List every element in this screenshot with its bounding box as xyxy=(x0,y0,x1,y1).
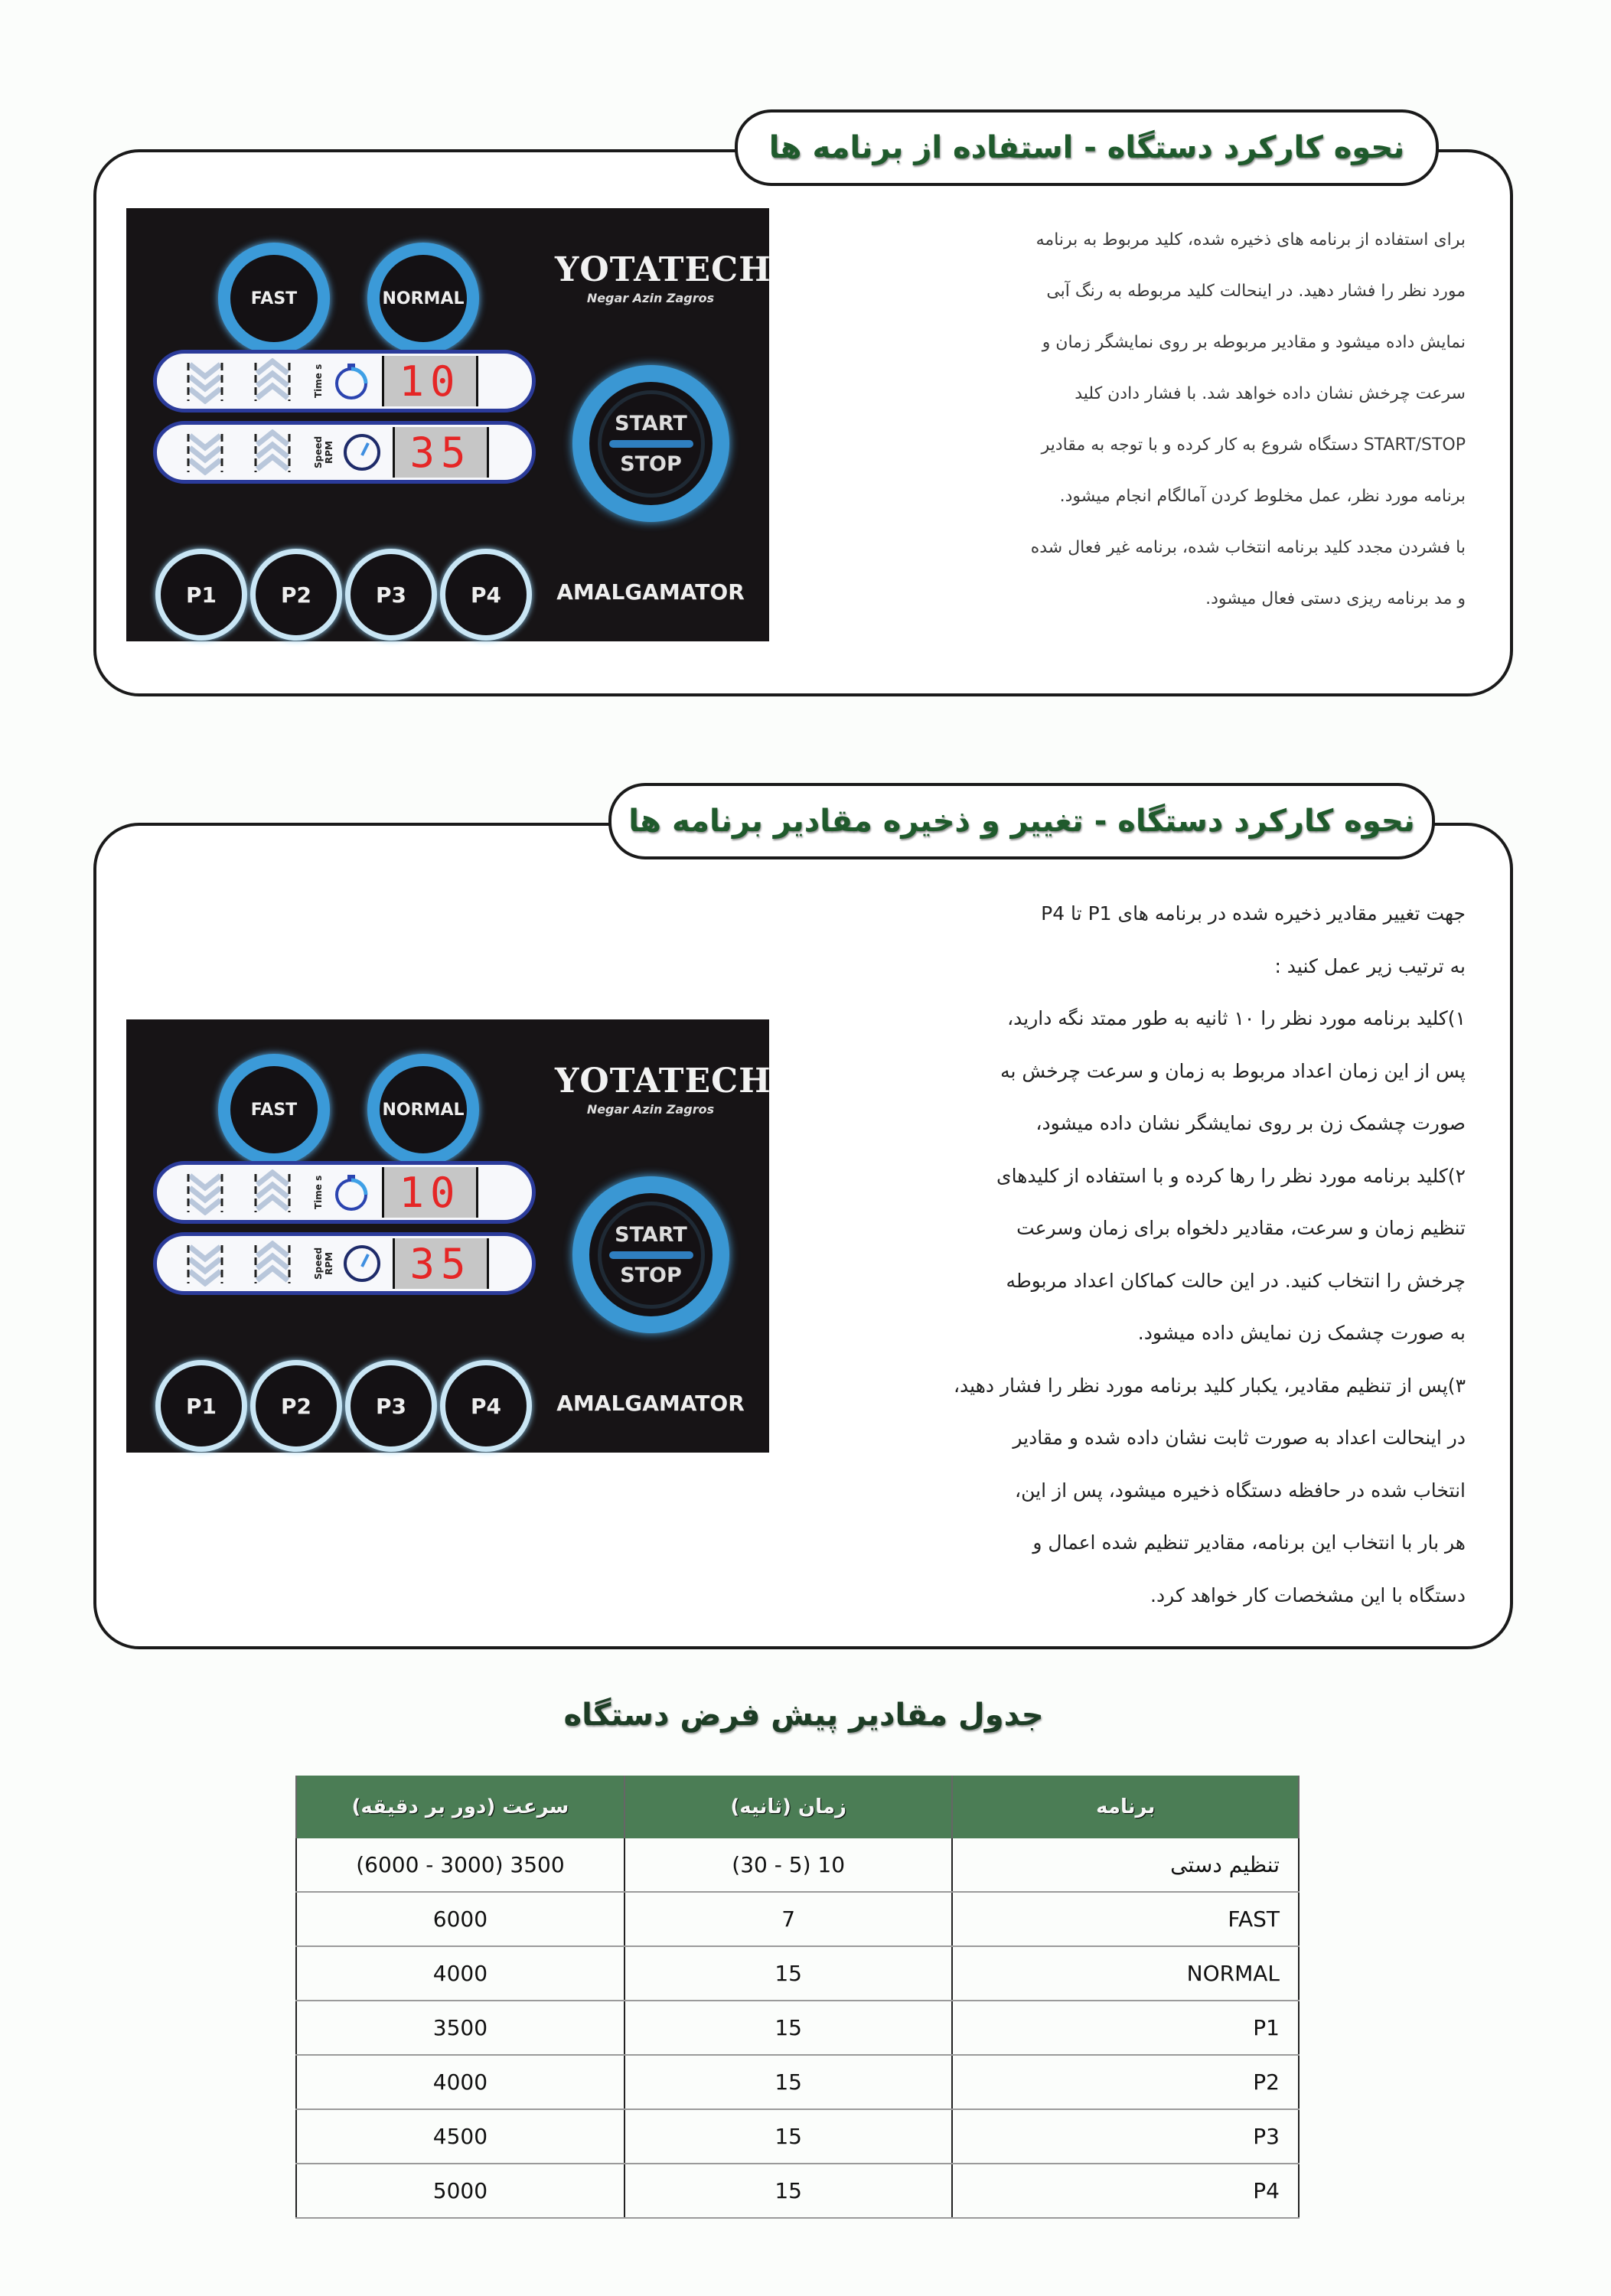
paragraph-line: نمایش داده میشود و مقادیر مربوطه بر روی نمایشگر زمان و xyxy=(1042,333,1466,352)
start-label: START xyxy=(615,1222,687,1247)
program-button-p1[interactable]: P1 xyxy=(155,549,247,641)
program-button-p3[interactable]: P3 xyxy=(345,549,437,641)
section-title-using-programs: نحوه کارکرد دستگاه - استفاده از برنامه ها xyxy=(735,109,1439,186)
paragraph-line: در اینحالت اعداد به صورت ثابت نشان داده شده و مقادیر xyxy=(1013,1427,1466,1449)
program-button-p2[interactable]: P2 xyxy=(250,1360,342,1452)
paragraph-line: به صورت چشمک زن نمایش داده میشود. xyxy=(1137,1322,1466,1344)
header-program: برنامه xyxy=(952,1776,1299,1838)
chevron-down-icon[interactable] xyxy=(186,1169,224,1215)
paragraph-line: صورت چشمک زن بر روی نمایشگر نشان داده میشود، xyxy=(1035,1112,1466,1134)
cell-program: P2 xyxy=(952,2055,1299,2109)
cell-speed: 5000 xyxy=(296,2164,625,2218)
paragraph-line: با فشردن مجدد کلید برنامه انتخاب شده، برنامه غیر فعال شده xyxy=(1030,538,1466,557)
cell-program: P1 xyxy=(952,2001,1299,2055)
fast-button[interactable]: FAST xyxy=(218,243,330,354)
brand-subtitle: Negar Azin Zagros xyxy=(586,1102,715,1117)
stop-label: STOP xyxy=(620,452,682,476)
table-header-row xyxy=(296,1776,1299,1838)
table-title: جدول مقادیر پیش فرض دستگاه xyxy=(563,1698,1044,1733)
paragraph-line: مورد نظر را فشار دهید. در اینحالت کلید مربوطه به رنگ آبی xyxy=(1046,282,1466,301)
brand-logo xyxy=(555,1062,771,1117)
cell-time: 10 (5 - 30) xyxy=(625,1838,953,1892)
paragraph-line: سرعت چرخش نشان داده خواهد شد. با فشار دادن کلید xyxy=(1075,384,1466,403)
header-speed: سرعت (دور بر دقیقه) xyxy=(296,1776,625,1838)
normal-button[interactable]: NORMAL xyxy=(367,1054,479,1166)
cell-program: P3 xyxy=(952,2109,1299,2164)
program-button-p3[interactable]: P3 xyxy=(345,1360,437,1452)
cell-speed: 4500 xyxy=(296,2109,625,2164)
paragraph-line: دستگاه با این مشخصات کار خواهد کرد. xyxy=(1150,1583,1466,1606)
stopwatch-icon xyxy=(331,1172,371,1212)
start-stop-divider xyxy=(609,1251,693,1259)
speedometer-icon xyxy=(342,432,382,472)
cell-program: FAST xyxy=(952,1892,1299,1946)
time-label: Time s xyxy=(313,1175,324,1210)
program-button-p1[interactable]: P1 xyxy=(155,1360,247,1452)
paragraph-line: ۱)کلید برنامه مورد نظر را ۱۰ ثانیه به طور ممتد نگه دارید، xyxy=(1007,1007,1466,1029)
time-control-strip xyxy=(153,350,536,413)
time-label: Time s xyxy=(313,364,324,399)
paragraph-line: ۲)کلید برنامه مورد نظر را رها کرده و با استفاده از کلیدهای xyxy=(996,1164,1466,1187)
start-stop-button[interactable] xyxy=(572,1176,729,1333)
table-row xyxy=(296,1946,1299,2001)
start-stop-divider xyxy=(609,440,693,448)
table-row xyxy=(296,1892,1299,1946)
table-row xyxy=(296,2109,1299,2164)
speed-label: Speed RPM xyxy=(313,1247,334,1280)
time-control-strip xyxy=(153,1161,536,1224)
cell-speed: 4000 xyxy=(296,2055,625,2109)
paragraph-line: پس از این زمان اعداد مربوط به زمان و سرعت چرخش به xyxy=(1000,1059,1466,1082)
cell-program: NORMAL xyxy=(952,1946,1299,2001)
cell-speed: 3500 (3000 - 6000) xyxy=(296,1838,625,1892)
paragraph-line: به ترتیب زیر عمل کنید : xyxy=(1274,954,1466,977)
paragraph-line: و مد برنامه ریزی دستی فعال میشود. xyxy=(1205,589,1466,608)
speed-control-strip xyxy=(153,1232,536,1295)
paragraph-line: برای استفاده از برنامه های ذخیره شده، کلید مربوط به برنامه xyxy=(1035,230,1466,249)
paragraph-line: ۳)پس از تنظیم مقادیر، یکبار کلید برنامه مورد نظر را فشار دهید، xyxy=(953,1374,1466,1397)
speed-control-strip xyxy=(153,421,536,484)
cell-time: 15 xyxy=(625,2109,953,2164)
time-display: 10 xyxy=(382,1167,478,1218)
start-label: START xyxy=(615,411,687,435)
control-panel-image xyxy=(126,208,769,641)
chevron-up-icon[interactable] xyxy=(253,429,292,475)
paragraph-line: انتخاب شده در حافظه دستگاه ذخیره میشود، پس از این، xyxy=(1015,1479,1466,1502)
device-name: AMALGAMATOR xyxy=(556,579,745,605)
default-values-table xyxy=(295,1776,1300,2219)
program-button-p2[interactable]: P2 xyxy=(250,549,342,641)
paragraph-line: جهت تغییر مقادیر ذخیره شده در برنامه های P1 تا P4 xyxy=(1041,902,1466,925)
cell-speed: 4000 xyxy=(296,1946,625,2001)
stop-label: STOP xyxy=(620,1263,682,1287)
table-row xyxy=(296,2055,1299,2109)
cell-time: 7 xyxy=(625,1892,953,1946)
cell-speed: 3500 xyxy=(296,2001,625,2055)
brand-subtitle: Negar Azin Zagros xyxy=(586,291,715,305)
header-time: زمان (ثانیه) xyxy=(625,1776,953,1838)
program-button-p4[interactable]: P4 xyxy=(440,549,532,641)
paragraph-change-save-programs xyxy=(838,888,1466,1622)
device-name: AMALGAMATOR xyxy=(556,1391,745,1416)
cell-time: 15 xyxy=(625,2055,953,2109)
cell-program: P4 xyxy=(952,2164,1299,2218)
cell-speed: 6000 xyxy=(296,1892,625,1946)
time-display: 10 xyxy=(382,356,478,406)
chevron-up-icon[interactable] xyxy=(253,1241,292,1287)
speed-display: 35 xyxy=(393,1238,489,1289)
section-title-change-save-programs: نحوه کارکرد دستگاه - تغییر و ذخیره مقادیر برنامه ها xyxy=(608,783,1435,859)
table-row xyxy=(296,1838,1299,1892)
paragraph-line: هر بار با انتخاب این برنامه، مقادیر تنظیم شده اعمال و xyxy=(1032,1531,1466,1554)
paragraph-line: برنامه مورد نظر، عمل مخلوط کردن آمالگام انجام میشود. xyxy=(1059,487,1466,506)
table-row xyxy=(296,2001,1299,2055)
brand-name: YOTATECH xyxy=(555,1062,771,1101)
paragraph-line: چرخش را انتخاب کنید. در این حالت کماکان اعداد مربوطه xyxy=(1006,1269,1466,1292)
chevron-down-icon[interactable] xyxy=(186,429,224,475)
brand-name: YOTATECH xyxy=(555,250,771,289)
stopwatch-icon xyxy=(331,361,371,401)
chevron-down-icon[interactable] xyxy=(186,1241,224,1287)
paragraph-using-programs xyxy=(842,214,1466,625)
fast-button[interactable]: FAST xyxy=(218,1054,330,1166)
cell-time: 15 xyxy=(625,1946,953,2001)
speed-label: Speed RPM xyxy=(313,435,334,469)
chevron-up-icon[interactable] xyxy=(253,1169,292,1215)
speed-display: 35 xyxy=(393,427,489,478)
brand-logo xyxy=(555,250,771,305)
cell-time: 15 xyxy=(625,2001,953,2055)
start-stop-button[interactable] xyxy=(572,365,729,522)
program-button-p4[interactable]: P4 xyxy=(440,1360,532,1452)
cell-time: 15 xyxy=(625,2164,953,2218)
cell-program: تنظیم دستی xyxy=(952,1838,1299,1892)
normal-button[interactable]: NORMAL xyxy=(367,243,479,354)
chevron-up-icon[interactable] xyxy=(253,358,292,404)
paragraph-line: تنظیم زمان و سرعت، مقادیر دلخواه برای زمان وسرعت xyxy=(1016,1217,1466,1239)
chevron-down-icon[interactable] xyxy=(186,358,224,404)
paragraph-line: START/STOP دستگاه شروع به کار کرده و با توجه به مقادیر xyxy=(1041,435,1466,455)
control-panel-image xyxy=(126,1019,769,1453)
speedometer-icon xyxy=(342,1244,382,1283)
table-row xyxy=(296,2164,1299,2218)
